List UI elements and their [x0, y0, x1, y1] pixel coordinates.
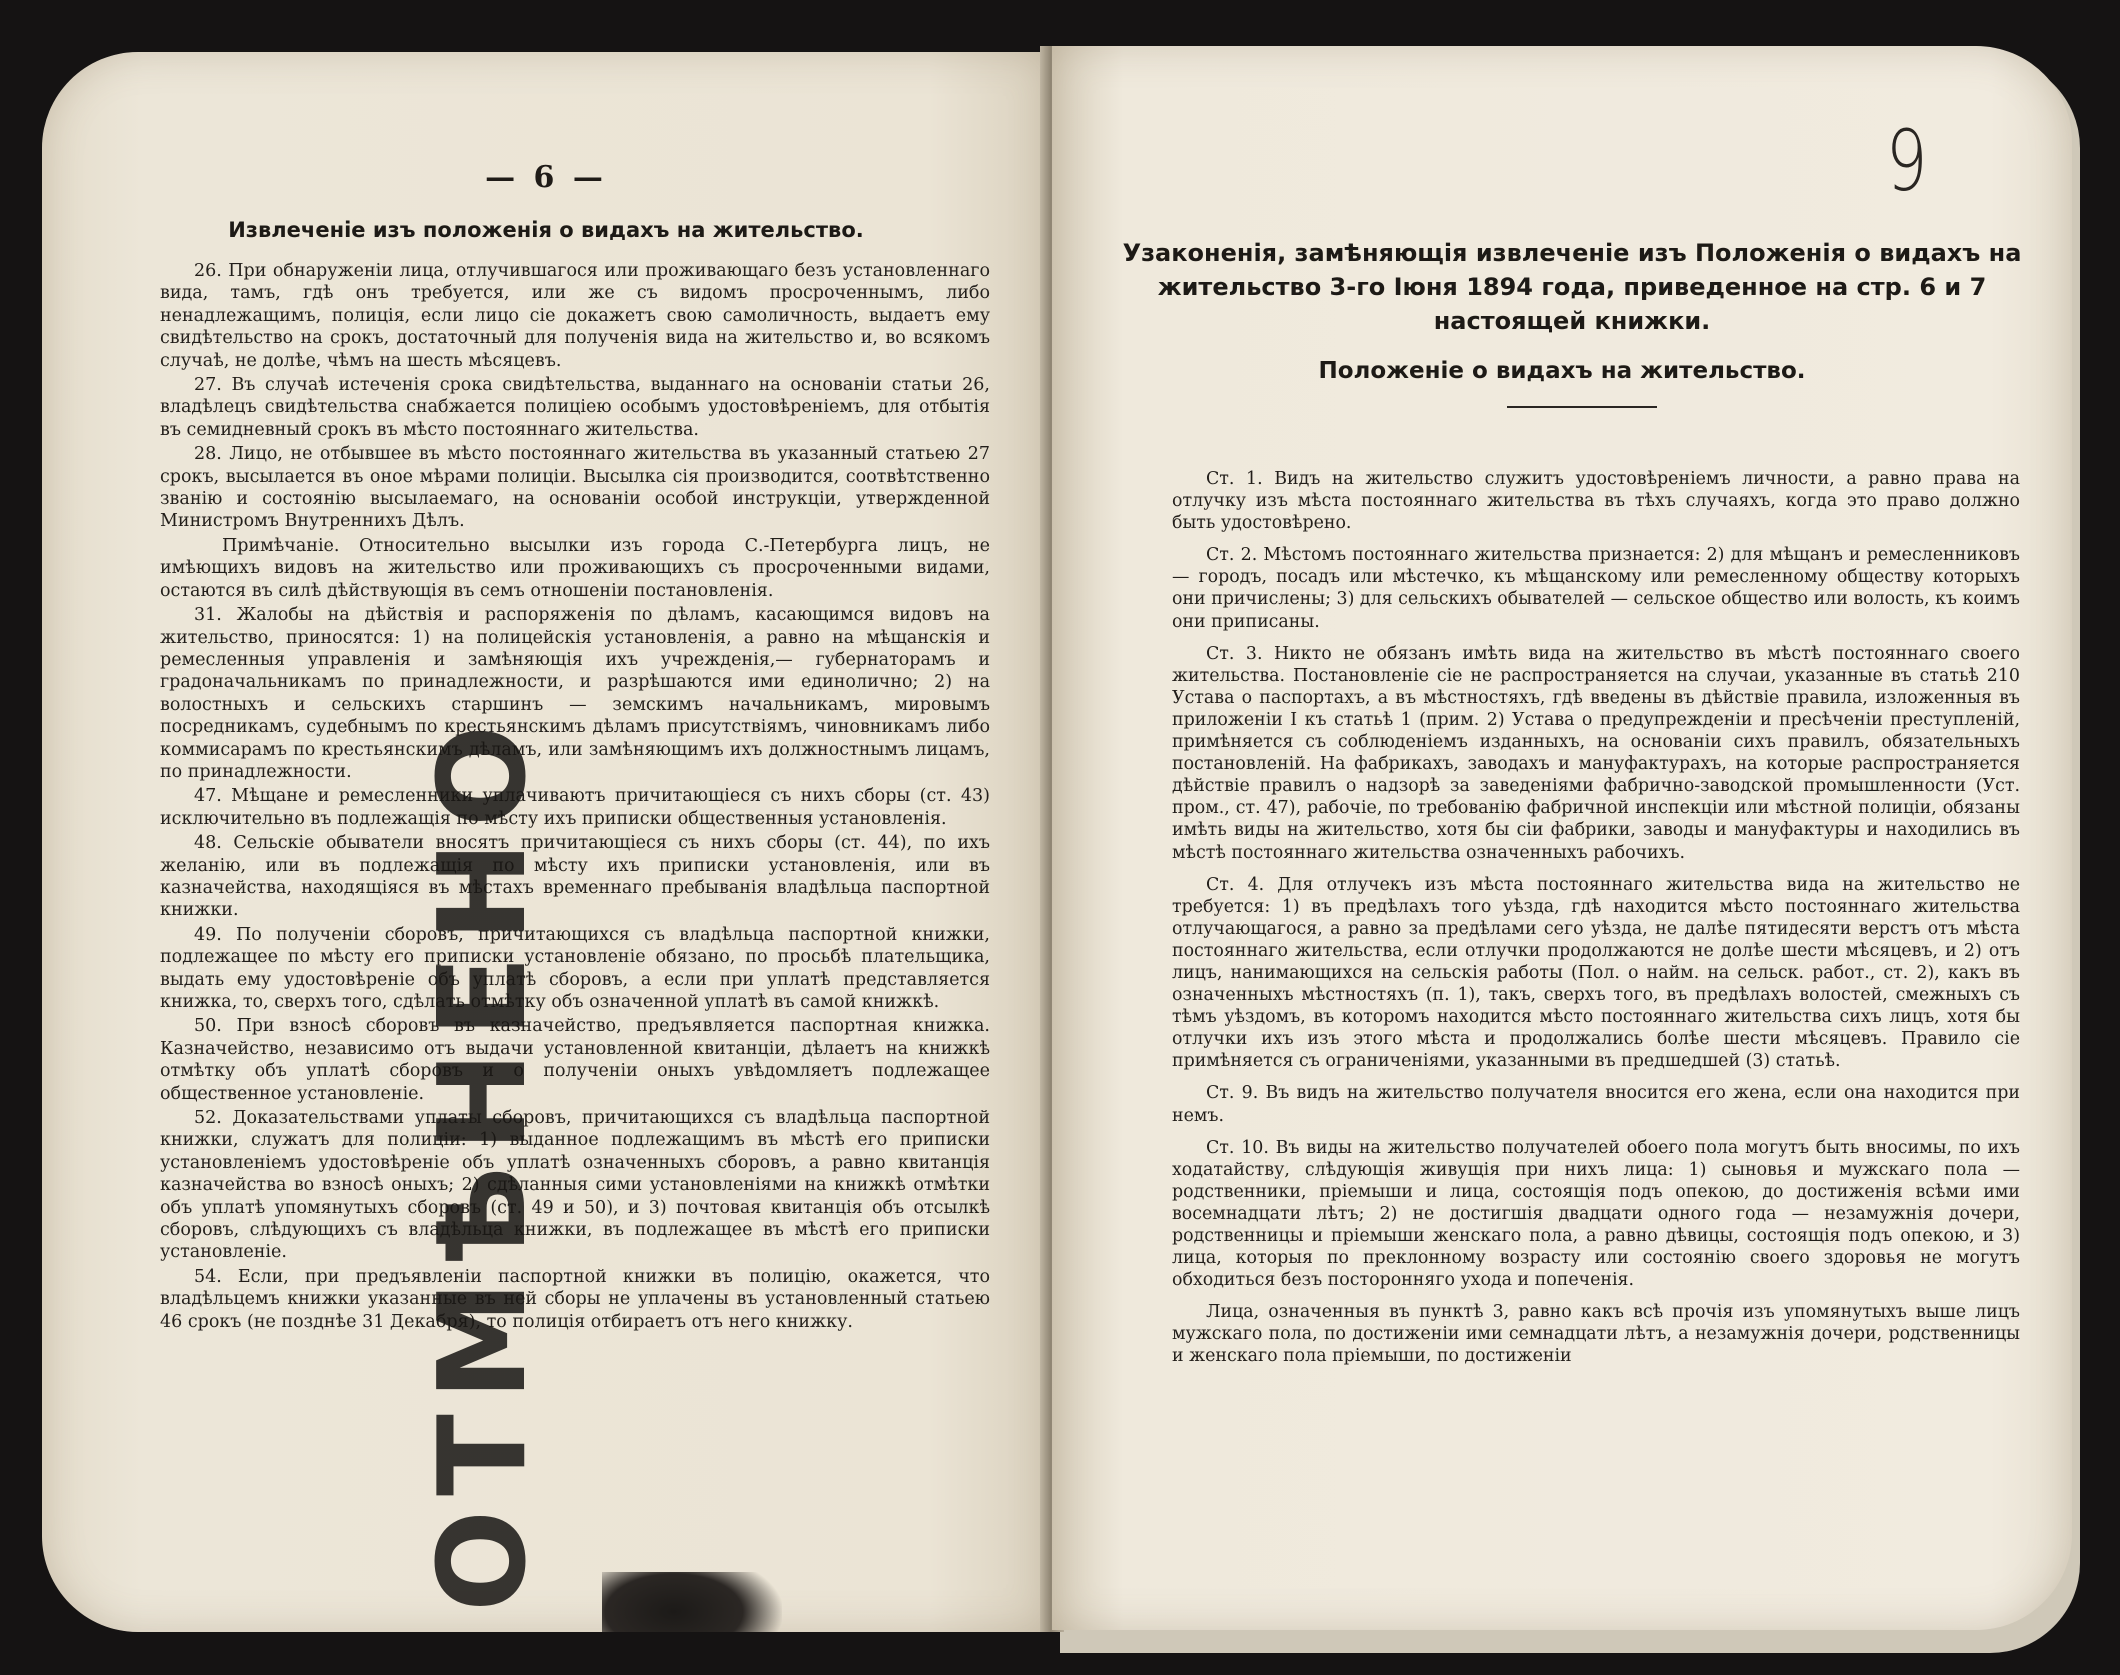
cancelled-stamp: ОТМѢНЕНО — [414, 711, 553, 1612]
paragraph-28: 28. Лицо, не отбывшее въ мѣсто постояннаго жительства въ указанный статьею 27 срокъ, высылается въ оное мѣрами полиціи. Высылка сія производится, соотвѣтственно званію и состоянію высылаемаго, на основаніи особой инструкціи, утвержденной Министромъ Внутреннихъ Дѣлъ. — [160, 444, 990, 532]
left-page — [42, 52, 1050, 1632]
paragraph-27: 27. Въ случаѣ истеченія срока свидѣтельства, выданнаго на основаніи статьи 26, владѣлецъ свидѣтельства снабжается полиціею особымъ удостовѣреніемъ, для отбытія въ семидневный срокъ въ мѣсто постояннаго жительства. — [160, 375, 990, 440]
right-page — [1052, 46, 2072, 1630]
paragraph-48: 48. Сельскіе обыватели вносятъ причитающіеся съ нихъ сборы (ст. 44), по ихъ желанію, или въ подлежащія по мѣсту ихъ приписки установленія, или въ казначейства, находящіяся въ мѣстахъ временнаго пребыванія владѣльца паспортной книжки. — [160, 833, 990, 921]
ink-smudge — [602, 1572, 782, 1632]
left-page-body — [160, 260, 990, 1335]
paragraph-26: 26. При обнаруженіи лица, отлучившагося или проживающаго безъ установленнаго вида, тамъ, гдѣ онъ требуется, или же съ видомъ просроченнымъ, либо ненадлежащимъ, полиція, если лицо сіе докажетъ свою самоличность, выдаетъ ему свидѣтельство на срокъ, достаточный для полученія вида на жительство и, во всякомъ случаѣ, не долѣе, чѣмъ на шесть мѣсяцевъ. — [160, 261, 990, 371]
article-9: Ст. 9. Въ видъ на жительство получателя вносится его жена, если она находится при немъ. — [1172, 1083, 2020, 1126]
paragraph-54: 54. Если, при предъявленіи паспортной книжки въ полицію, окажется, что владѣльцемъ книжки указанные въ ней сборы не уплачены въ установленный статьею 46 срокъ (не позднѣе 31 Декабря), то полиція отбираетъ отъ него книжку. — [160, 1266, 990, 1332]
page-number-right: 9 — [1885, 112, 1928, 210]
article-10: Ст. 10. Въ виды на жительство получателей обоего пола могутъ быть вносимы, по ихъ ходатайству, слѣдующія живущія при нихъ лица: 1) сыновья и мужскаго пола — родственники, пріемыши и лица, состоящія подъ опекою, до достиженія всѣми ими восемнадцати лѣтъ; 2) не достигшія двадцати одного года — незамужнія дочери, родственницы и пріемыши женскаго пола, а равно дѣвицы, состоящія подъ опекою, и 3) лица, которыя по преклонному возрасту или состоянію своего здоровья не могутъ обходиться безъ посторонняго ухода и попеченія. — [1172, 1137, 2020, 1291]
left-page-heading: Извлеченіе изъ положенія о видахъ на жительство. — [228, 218, 864, 242]
right-page-title: Узаконенія, замѣняющія извлеченіе изъ Положенія о видахъ на жительство 3-го Іюня 1894 года, приведенное на стр. 6 и 7 настоящей книжки. — [1122, 239, 2022, 335]
article-10-continued: Лица, означенныя въ пунктѣ 3, равно какъ всѣ прочія изъ упомянутыхъ выше лицъ мужскаго пола, по достиженіи ими семнадцати лѣтъ, а незамужнія дочери, родственницы и женскаго пола пріемыши, по достиженіи — [1172, 1302, 2020, 1367]
paragraph-31: 31. Жалобы на дѣйствія и распоряженія по дѣламъ, касающимся видовъ на жительство, приносятся: 1) на полицейскія установленія, а равно на мѣщанскія и ремесленныя управленія и замѣняющія ихъ учрежденія,— губернаторамъ и градоначальникамъ по принадлежности, и разрѣшаются ими единолично; 2) на волостныхъ и сельскихъ старшинъ — земскимъ начальникамъ, мировымъ посредникамъ, судебнымъ по крестьянскимъ дѣламъ присутствіямъ, чиновникамъ либо коммисарамъ по крестьянскимъ дѣламъ, или замѣняющимъ ихъ должностнымъ лицамъ, по принадлежности. — [160, 605, 990, 782]
paragraph-47: 47. Мѣщане и ремесленники уплачиваютъ причитающіеся съ нихъ сборы (ст. 43) исключительно въ подлежащія по мѣсту ихъ приписки общественныя установленія. — [160, 786, 990, 829]
paragraph-note: Примѣчаніе. Относительно высылки изъ города С.-Петербурга лицъ, не имѣющихъ видовъ на жительство или проживающихъ съ просроченными видами, остаются въ силѣ дѣйствующія въ семъ отношеніи постановленія. — [160, 535, 990, 601]
right-page-body — [1172, 468, 2020, 1378]
title-divider — [1507, 406, 1657, 408]
paragraph-49: 49. По полученіи сборовъ, причитающихся съ владѣльца паспортной книжки, подлежащее по мѣсту его приписки установленіе обязано, по просьбѣ плательщика, выдать ему удостовѣреніе объ уплатѣ сборовъ, а если при уплатѣ представляется книжка, то, сверхъ того, сдѣлать отмѣтку объ означенной уплатѣ въ самой книжкѣ. — [160, 924, 990, 1012]
page-number-left: — 6 — — [485, 160, 607, 195]
article-4: Ст. 4. Для отлучекъ изъ мѣста постояннаго жительства вида на жительство не требуется: 1) въ предѣлахъ того уѣзда, гдѣ находится мѣсто постояннаго жительства отлучающагося, а равно за предѣлами сего уѣзда, не далѣе пятидесяти верстъ отъ мѣста постояннаго жительства, если отлучки продолжаются не долѣе шести мѣсяцевъ, и 2) отъ лицъ, нанимающихся на сельскія работы (Пол. о найм. на сельск. работ., ст. 2), какъ въ означенныхъ мѣстностяхъ (п. 1), такъ, сверхъ того, въ предѣлахъ волостей, смежныхъ съ тѣмъ уѣздомъ, въ которомъ находится мѣсто постояннаго жительства сихъ лицъ, хотя бы отлучки ихъ изъ этого мѣста и продолжались болѣе шести мѣсяцевъ. Правило сіе примѣняется съ ограниченіями, указанными въ предшедшей (3) статьѣ. — [1172, 874, 2020, 1072]
right-page-subtitle: Положеніе о видахъ на жительство. — [1318, 358, 1806, 384]
article-1: Ст. 1. Видъ на жительство служитъ удостовѣреніемъ личности, а равно права на отлучку изъ мѣста постояннаго жительства въ тѣхъ случаяхъ, когда это право должно быть удостовѣрено. — [1172, 469, 2020, 534]
article-3: Ст. 3. Никто не обязанъ имѣть вида на жительство въ мѣстѣ постояннаго своего жительства. Постановленіе сіе не распространяется на случаи, указанные въ статьѣ 210 Устава о паспортахъ, а въ мѣстностяхъ, гдѣ введены въ дѣйствіе правила, изложенныя въ приложеніи I къ статьѣ 1 (прим. 2) Устава о предупрежденіи и пресѣченіи преступленій, примѣняется съ соблюденіемъ изданныхъ, на основаніи сихъ правилъ, обязательныхъ постановленій. На фабрикахъ, заводахъ и мануфактурахъ, на которые распространяется дѣйствіе правилъ о надзорѣ за заведеніями фабрично-заводской промышленности (Уст. пром., ст. 47), рабочіе, по требованію фабричной инспекціи или мѣстной полиціи, обязаны имѣть виды на жительство, хотя бы сіи фабрики, заводы и мануфактуры и находились въ мѣстѣ постояннаго жительства означенныхъ рабочихъ. — [1172, 643, 2020, 863]
article-2: Ст. 2. Мѣстомъ постояннаго жительства признается: 2) для мѣщанъ и ремесленниковъ — городъ, посадъ или мѣстечко, къ мѣщанскому или ремесленному обществу которыхъ они причислены; 3) для сельскихъ обывателей — сельское общество или волость, къ коимъ они приписаны. — [1172, 545, 2020, 632]
paragraph-52: 52. Доказательствами уплаты сборовъ, причитающихся съ владѣльца паспортной книжки, служатъ для полиціи: 1) выданное подлежащимъ въ мѣстѣ его приписки установленіемъ удостовѣреніе объ уплатѣ означенныхъ сборовъ, а равно квитанція казначейства во взносѣ оныхъ; 2) сдѣланныя сими установленіями на книжкѣ отмѣтки объ уплатѣ упомянутыхъ сборовъ (ст. 49 и 50), и 3) почтовая квитанція объ отсылкѣ сборовъ, слѣдующихъ съ владѣльца книжки, въ подлежащее въ мѣстѣ его приписки установленіе. — [160, 1108, 990, 1263]
paragraph-50: 50. При взносѣ сборовъ въ казначейство, предъявляется паспортная книжка. Казначейство, независимо отъ выдачи установленной квитанціи, дѣлаетъ на книжкѣ отмѣтку объ уплатѣ сборовъ и о полученіи оныхъ увѣдомляетъ подлежащее общественное установленіе. — [160, 1016, 990, 1104]
